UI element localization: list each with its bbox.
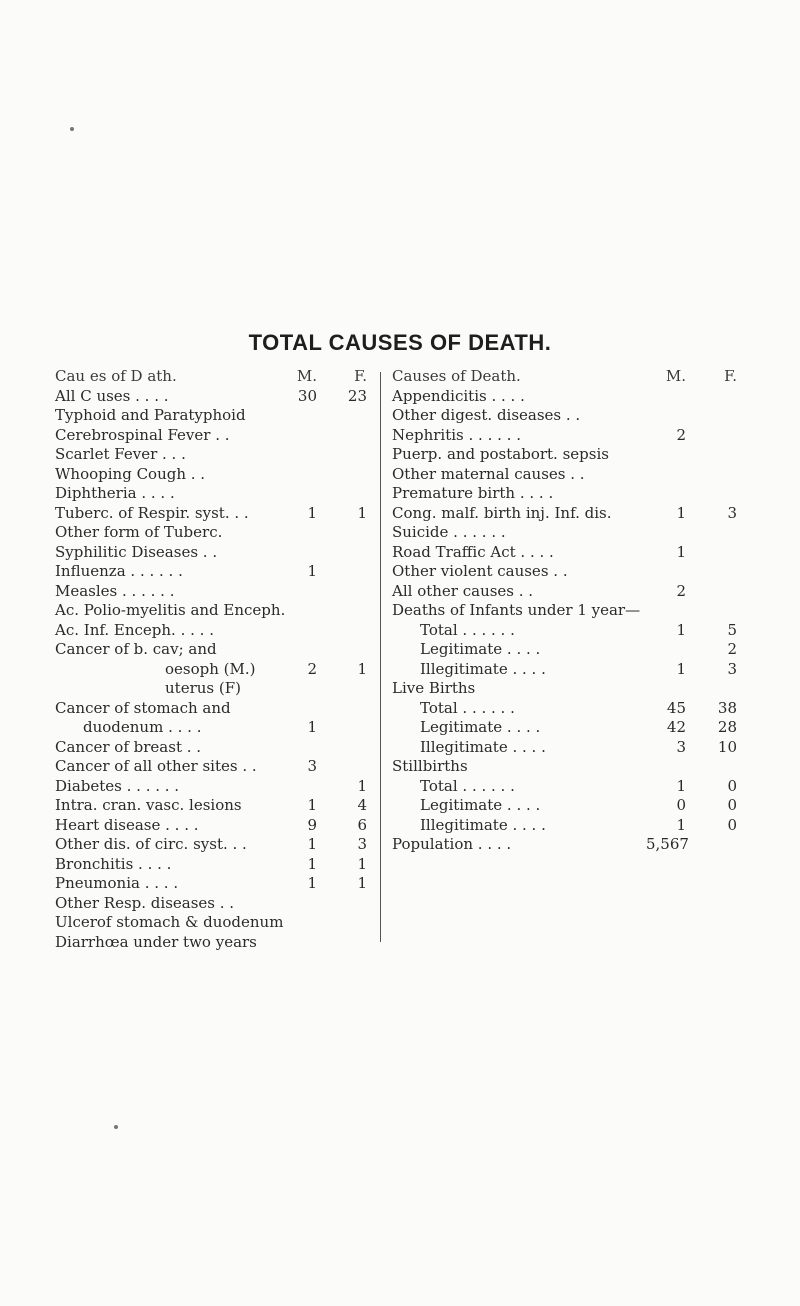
row-label: Suicide . . . . . .	[392, 523, 506, 541]
row-male-count: 1	[307, 562, 317, 580]
table-row	[392, 679, 747, 699]
row-label: Heart disease . . . .	[55, 815, 199, 834]
table-row	[55, 679, 385, 699]
row-label: Ac. Inf. Enceph. . . . .	[55, 620, 214, 639]
row-label: Ulcerof stomach & duodenum	[55, 913, 284, 931]
row-label: Deaths of Infants under 1 year—	[392, 601, 641, 619]
row-label: Other violent causes . .	[392, 562, 568, 580]
row-female-count: 38	[717, 698, 737, 717]
table-row	[55, 718, 385, 738]
table-row	[392, 387, 747, 407]
page-speck	[70, 127, 74, 131]
table-row	[55, 426, 385, 446]
row-male-count: 1	[307, 835, 317, 853]
table-row	[55, 816, 385, 836]
table-row	[55, 562, 385, 582]
row-male-count: 3	[307, 757, 317, 775]
table-row	[392, 465, 747, 485]
row-label: Total . . . . . .	[420, 698, 515, 717]
row-female-count: 10	[717, 737, 737, 756]
row-female-count: 2	[727, 640, 737, 658]
row-label: Cancer of b. cav; and	[55, 640, 217, 658]
row-label: Cancer of breast . .	[55, 737, 202, 756]
row-female-count: 1	[357, 503, 367, 522]
row-female-count: 3	[727, 659, 737, 678]
row-label: Legitimate . . . .	[420, 640, 541, 658]
table-row	[392, 738, 747, 758]
row-male-count: 1	[676, 776, 686, 795]
row-label: Diphtheria . . . .	[55, 484, 175, 502]
row-label: Other maternal causes . .	[392, 464, 585, 483]
table-row	[55, 387, 385, 407]
table-row	[392, 757, 747, 777]
row-label: Cong. malf. birth inj. Inf. dis.	[392, 503, 612, 522]
row-label: Illegitimate . . . .	[420, 659, 546, 678]
table-row	[392, 426, 747, 446]
row-label: Live Births	[392, 679, 476, 697]
row-label: Cerebrospinal Fever . .	[55, 425, 230, 444]
right-header-row	[392, 367, 747, 387]
table-row	[55, 738, 385, 758]
table-row	[392, 718, 747, 738]
row-label: Nephritis . . . . . .	[392, 425, 521, 444]
row-male-count: 1	[307, 854, 317, 873]
row-label: Premature birth . . . .	[392, 484, 554, 502]
row-label: Diarrhœa under two years	[55, 932, 257, 951]
table-row	[392, 543, 747, 563]
table-row	[392, 523, 747, 543]
table-row	[55, 523, 385, 543]
table-row	[392, 562, 747, 582]
row-label: Legitimate . . . .	[420, 796, 541, 814]
left-header-f: F.	[354, 367, 367, 385]
row-label: All other causes . .	[392, 581, 534, 600]
row-male-count: 1	[676, 815, 686, 834]
left-header-m: M.	[296, 367, 317, 385]
row-female-count: 0	[727, 776, 737, 795]
row-label: Diabetes . . . . . .	[55, 776, 180, 795]
row-label: Population . . . .	[392, 835, 512, 853]
right-header-f: F.	[724, 367, 737, 385]
row-male-count: 0	[676, 796, 686, 814]
row-female-count: 0	[727, 815, 737, 834]
table-row	[392, 406, 747, 426]
row-label: Measles . . . . . .	[55, 581, 175, 600]
row-female-count: 1	[357, 776, 367, 795]
row-label: Other dis. of circ. syst. . .	[55, 835, 247, 853]
row-female-count: 1	[357, 659, 367, 678]
table-row	[55, 621, 385, 641]
table-row	[392, 835, 747, 855]
table-row	[392, 816, 747, 836]
row-label: Stillbirths	[392, 757, 468, 775]
row-male-count: 1	[307, 796, 317, 814]
table-row	[392, 601, 747, 621]
row-female-count: 28	[717, 718, 737, 736]
row-label: Other form of Tuberc.	[55, 523, 223, 541]
left-rows	[55, 387, 385, 953]
table-row	[392, 660, 747, 680]
row-male-count: 1	[676, 542, 686, 561]
row-female-count: 5	[727, 620, 737, 639]
table-row	[392, 484, 747, 504]
row-label: Other Resp. diseases . .	[55, 893, 235, 912]
row-male-count: 2	[307, 659, 317, 678]
row-male-count: 1	[676, 659, 686, 678]
row-female-count: 1	[357, 854, 367, 873]
row-label: Tuberc. of Respir. syst. . .	[55, 503, 249, 522]
right-header-m: M.	[665, 367, 686, 385]
table-row	[55, 406, 385, 426]
row-label: oesoph (M.)	[165, 659, 256, 678]
row-label: Illegitimate . . . .	[420, 815, 546, 834]
row-male-count: 30	[297, 386, 317, 405]
row-label: Scarlet Fever . . .	[55, 445, 186, 463]
row-label: Bronchitis . . . .	[55, 854, 172, 873]
table-row	[392, 777, 747, 797]
table-row	[55, 699, 385, 719]
table-row	[55, 543, 385, 563]
table-row	[55, 504, 385, 524]
row-label: Appendicitis . . . .	[392, 386, 525, 405]
row-label: Cancer of stomach and	[55, 698, 231, 717]
row-label: Illegitimate . . . .	[420, 737, 546, 756]
row-label: Other digest. diseases . .	[392, 406, 581, 424]
table-row	[55, 757, 385, 777]
table-row	[392, 504, 747, 524]
page-title: TOTAL CAUSES OF DEATH.	[248, 330, 552, 355]
row-male-count: 2	[676, 581, 686, 600]
table-row	[55, 640, 385, 660]
left-header-row	[55, 367, 385, 387]
table-row	[55, 796, 385, 816]
right-table	[392, 367, 747, 855]
row-male-count: 1	[307, 874, 317, 892]
row-label: Influenza . . . . . .	[55, 562, 183, 580]
row-male-count: 5,567	[646, 835, 689, 853]
table-row	[55, 582, 385, 602]
row-label: uterus (F)	[165, 679, 241, 697]
row-female-count: 3	[357, 835, 367, 853]
row-female-count: 3	[727, 503, 737, 522]
row-label: Syphilitic Diseases . .	[55, 542, 218, 561]
row-male-count: 1	[676, 620, 686, 639]
row-label: Ac. Polio-myelitis and Enceph.	[55, 601, 286, 619]
row-label: Pneumonia . . . .	[55, 874, 179, 892]
row-female-count: 4	[357, 796, 367, 814]
row-female-count: 23	[347, 386, 367, 405]
row-label: Typhoid and Paratyphoid	[55, 406, 246, 424]
right-rows	[392, 387, 747, 855]
row-male-count: 42	[666, 718, 686, 736]
table-row	[55, 465, 385, 485]
row-label: Road Traffic Act . . . .	[392, 542, 554, 561]
row-label: duodenum . . . .	[83, 718, 202, 736]
table-row	[55, 484, 385, 504]
row-male-count: 45	[666, 698, 686, 717]
row-label: All C uses . . . .	[55, 386, 169, 405]
table-row	[55, 601, 385, 621]
table-row	[392, 621, 747, 641]
row-label: Cancer of all other sites . .	[55, 757, 257, 775]
table-row	[55, 933, 385, 953]
row-female-count: 1	[357, 874, 367, 892]
row-male-count: 1	[307, 718, 317, 736]
table-row	[392, 796, 747, 816]
row-label: Intra. cran. vasc. lesions	[55, 796, 242, 814]
left-table	[55, 367, 385, 952]
row-male-count: 3	[676, 737, 686, 756]
table-row	[392, 640, 747, 660]
row-female-count: 0	[727, 796, 737, 814]
row-label: Legitimate . . . .	[420, 718, 541, 736]
table-row	[392, 699, 747, 719]
table-row	[55, 894, 385, 914]
table-row	[392, 582, 747, 602]
row-male-count: 2	[676, 425, 686, 444]
left-header-label: Cau es of D ath.	[55, 367, 177, 385]
table-row	[392, 445, 747, 465]
row-label: Whooping Cough . .	[55, 464, 206, 483]
row-male-count: 9	[307, 815, 317, 834]
right-header-label: Causes of Death.	[392, 367, 521, 385]
row-label: Puerp. and postabort. sepsis	[392, 445, 609, 463]
table-row	[55, 777, 385, 797]
table-row	[55, 660, 385, 680]
table-row	[55, 874, 385, 894]
table-row	[55, 835, 385, 855]
row-female-count: 6	[357, 815, 367, 834]
row-male-count: 1	[676, 503, 686, 522]
row-label: Total . . . . . .	[420, 776, 515, 795]
row-label: Total . . . . . .	[420, 620, 515, 639]
table-row	[55, 445, 385, 465]
row-male-count: 1	[307, 503, 317, 522]
table-row	[55, 913, 385, 933]
table-row	[55, 855, 385, 875]
page-speck	[114, 1125, 118, 1129]
